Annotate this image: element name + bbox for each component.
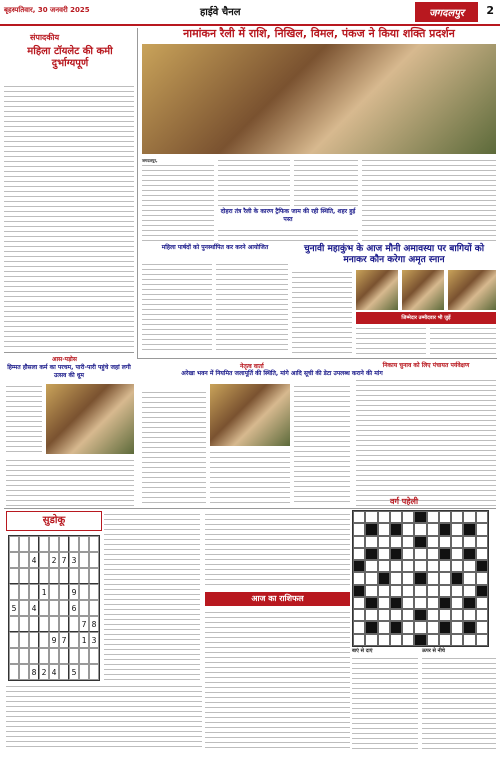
sudoku-cell[interactable] xyxy=(39,616,49,632)
traffic-headline: दोहरा तंत्र रैली के कारण ट्रैफिक जाम की रही स्थिति, शहर हुई पस्त xyxy=(220,208,356,223)
crossword-cell xyxy=(476,585,488,597)
sudoku-cell[interactable] xyxy=(79,648,89,664)
crossword-cell[interactable] xyxy=(427,560,439,572)
crossword-cell[interactable] xyxy=(353,523,365,535)
divider xyxy=(4,508,496,509)
divider xyxy=(137,358,497,359)
mid-body-col1 xyxy=(142,390,206,506)
sudoku-cell[interactable] xyxy=(39,600,49,616)
crossword-cell xyxy=(390,621,402,633)
sudoku-cell[interactable]: 4 xyxy=(49,664,59,680)
sudoku-cell[interactable] xyxy=(19,600,29,616)
crossword-cell[interactable] xyxy=(402,634,414,646)
sudoku-cell[interactable] xyxy=(89,584,99,600)
crossword-cell[interactable] xyxy=(439,511,451,523)
sudoku-cell[interactable]: 9 xyxy=(49,632,59,648)
lead-dateline: जगदलपुर, xyxy=(142,158,158,163)
chunavi-caption: जिम्मेदार उम्मीदवार भी जुड़ें xyxy=(356,312,496,324)
left-story-body1 xyxy=(6,384,42,452)
crossword-cell[interactable] xyxy=(402,523,414,535)
sudoku-cell[interactable]: 3 xyxy=(69,552,79,568)
crossword-cell[interactable] xyxy=(476,621,488,633)
crossword-cell[interactable] xyxy=(427,523,439,535)
crossword-cell[interactable] xyxy=(476,597,488,609)
crossword-cell[interactable] xyxy=(390,634,402,646)
crossword-cell[interactable] xyxy=(439,572,451,584)
crossword-cell[interactable] xyxy=(414,585,426,597)
sudoku-cell[interactable] xyxy=(79,552,89,568)
sudoku-grid[interactable] xyxy=(8,535,100,681)
crossword-cell xyxy=(390,597,402,609)
crossword-cell[interactable] xyxy=(427,621,439,633)
crossword-cell[interactable] xyxy=(451,621,463,633)
crossword-cell[interactable] xyxy=(390,585,402,597)
crossword-cell[interactable] xyxy=(463,609,475,621)
crossword-cell xyxy=(439,548,451,560)
chunavi-body-col3 xyxy=(430,326,496,354)
crossword-cell xyxy=(365,597,377,609)
crossword-cell[interactable] xyxy=(390,609,402,621)
crossword-cell xyxy=(414,572,426,584)
sudoku-cell[interactable] xyxy=(69,648,79,664)
sudoku-cell[interactable] xyxy=(69,616,79,632)
sudoku-cell[interactable] xyxy=(39,632,49,648)
mid-photo xyxy=(210,384,290,446)
crossword-cell[interactable] xyxy=(353,609,365,621)
crossword-cell[interactable] xyxy=(378,609,390,621)
nikay-body xyxy=(356,378,496,506)
rashifal-title: आज का राशिफल xyxy=(205,592,350,606)
crossword-cell[interactable] xyxy=(390,511,402,523)
lead-body-col4 xyxy=(362,158,496,242)
crossword-cell[interactable] xyxy=(451,560,463,572)
crossword-cell xyxy=(414,609,426,621)
rashifal-body xyxy=(205,610,350,750)
crossword-down-clues xyxy=(422,656,496,750)
crossword-cell[interactable] xyxy=(451,597,463,609)
traffic-body xyxy=(218,228,358,242)
sudoku-cell[interactable] xyxy=(29,584,39,600)
crossword-cell[interactable] xyxy=(427,585,439,597)
editorial-label: संपादकीय xyxy=(30,33,60,42)
crossword-cell[interactable] xyxy=(402,585,414,597)
crossword-cell xyxy=(451,572,463,584)
crossword-cell[interactable] xyxy=(439,560,451,572)
crossword-cell xyxy=(463,621,475,633)
crossword-cell[interactable] xyxy=(414,548,426,560)
sudoku-cell[interactable]: 1 xyxy=(39,584,49,600)
crossword-cell[interactable] xyxy=(427,597,439,609)
sudoku-cell[interactable] xyxy=(19,616,29,632)
mid-body-col2 xyxy=(210,450,290,506)
masthead-date: बृहस्पतिवार, 30 जनवरी 2025 xyxy=(4,6,90,14)
crossword-cell[interactable] xyxy=(353,548,365,560)
sudoku-cell[interactable]: 7 xyxy=(59,632,69,648)
crossword-cell[interactable] xyxy=(427,572,439,584)
crossword-cell[interactable] xyxy=(476,634,488,646)
crossword-cell[interactable] xyxy=(390,560,402,572)
masthead-city: जगदलपुर xyxy=(415,2,478,22)
crossword-cell[interactable] xyxy=(353,572,365,584)
chunavi-body-col2 xyxy=(356,326,426,354)
chunavi-body xyxy=(292,270,352,354)
crossword-cell[interactable] xyxy=(365,560,377,572)
candidate-photo-3 xyxy=(448,270,496,310)
crossword-cell[interactable] xyxy=(451,511,463,523)
crossword-cell[interactable] xyxy=(402,511,414,523)
sudoku-cell[interactable]: 7 xyxy=(79,616,89,632)
crossword-cell[interactable] xyxy=(427,634,439,646)
crossword-cell[interactable] xyxy=(390,536,402,548)
sudoku-cell[interactable]: 8 xyxy=(29,664,39,680)
sudoku-cell[interactable] xyxy=(79,568,89,584)
crossword-cell[interactable] xyxy=(439,634,451,646)
sudoku-cell[interactable] xyxy=(59,616,69,632)
crossword-cell xyxy=(476,560,488,572)
page-number: 2 xyxy=(486,4,494,17)
sudoku-cell[interactable] xyxy=(19,568,29,584)
sudoku-cell[interactable] xyxy=(79,600,89,616)
sudoku-cell[interactable] xyxy=(29,648,39,664)
crossword-cell xyxy=(439,523,451,535)
sudoku-cell[interactable] xyxy=(79,584,89,600)
crossword-cell[interactable] xyxy=(378,523,390,535)
sudoku-cell[interactable] xyxy=(79,664,89,680)
sudoku-cell[interactable] xyxy=(89,664,99,680)
sudoku-cell[interactable] xyxy=(29,616,39,632)
sudoku-cell[interactable] xyxy=(49,616,59,632)
mahila-body-col1 xyxy=(142,262,212,350)
sudoku-cell[interactable] xyxy=(49,568,59,584)
editorial-body xyxy=(4,84,134,348)
column-divider xyxy=(137,28,138,358)
crossword-cell xyxy=(378,572,390,584)
crossword-cell[interactable] xyxy=(414,621,426,633)
lead-body-col2 xyxy=(218,158,290,206)
crossword-cell xyxy=(439,597,451,609)
crossword-cell[interactable] xyxy=(414,597,426,609)
crossword-down-label: ऊपर से नीचे xyxy=(422,648,445,654)
crossword-cell[interactable] xyxy=(439,585,451,597)
crossword-title: वर्ग पहेली xyxy=(390,497,419,506)
sudoku-cell[interactable] xyxy=(59,536,69,552)
nikay-headline: निकाय चुनाव को लिए पंचायत पर्यवेक्षण xyxy=(382,362,470,369)
sudoku-title: सुडोकू xyxy=(6,511,102,531)
sudoku-cell[interactable] xyxy=(89,552,99,568)
sudoku-cell[interactable] xyxy=(19,632,29,648)
lead-body-col3 xyxy=(294,158,358,206)
sudoku-instructions xyxy=(104,512,200,680)
crossword-cell[interactable] xyxy=(365,585,377,597)
crossword-cell[interactable] xyxy=(402,560,414,572)
sudoku-cell[interactable]: 2 xyxy=(39,664,49,680)
mahila-body-col2 xyxy=(216,262,288,350)
crossword-cell[interactable] xyxy=(378,511,390,523)
sudoku-rules xyxy=(6,684,202,750)
crossword-cell[interactable] xyxy=(378,585,390,597)
sudoku-cell[interactable] xyxy=(19,584,29,600)
sudoku-cell[interactable]: 3 xyxy=(89,632,99,648)
crossword-cell xyxy=(390,523,402,535)
crossword-cell[interactable] xyxy=(402,597,414,609)
crossword-cell[interactable] xyxy=(451,548,463,560)
left-story-photo xyxy=(46,384,134,454)
sudoku-cell[interactable] xyxy=(19,536,29,552)
crossword-cell xyxy=(390,548,402,560)
crossword-cell[interactable] xyxy=(402,548,414,560)
chunavi-headline: चुनावी महाकुंभ के आज मौनी अमावस्या पर बागियों को मनाकर कौन करेगा अमृत स्नान xyxy=(303,244,485,265)
sudoku-cell[interactable] xyxy=(9,552,19,568)
crossword-cell[interactable] xyxy=(463,585,475,597)
crossword-cell[interactable] xyxy=(378,597,390,609)
crossword-cell xyxy=(365,548,377,560)
sudoku-cell[interactable]: 9 xyxy=(69,584,79,600)
crossword-cell[interactable] xyxy=(378,560,390,572)
sudoku-cell[interactable] xyxy=(9,664,19,680)
sudoku-cell[interactable] xyxy=(9,616,19,632)
crossword-cell[interactable] xyxy=(353,597,365,609)
crossword-cell[interactable] xyxy=(353,511,365,523)
sudoku-cell[interactable] xyxy=(19,664,29,680)
crossword-cell[interactable] xyxy=(378,548,390,560)
sudoku-cell[interactable]: 6 xyxy=(69,600,79,616)
crossword-cell[interactable] xyxy=(378,621,390,633)
crossword-cell[interactable] xyxy=(390,572,402,584)
sudoku-cell[interactable] xyxy=(29,632,39,648)
left-story-headline: हिम्मत हौसला कर्म का परचम, पारी-पारी पहुंचे जहां लगी उत्सव की धूम xyxy=(7,364,131,379)
sudoku-cell[interactable]: 4 xyxy=(29,552,39,568)
divider xyxy=(4,352,134,353)
crossword-cell[interactable] xyxy=(414,560,426,572)
crossword-cell[interactable] xyxy=(463,560,475,572)
rashifal-prev-body xyxy=(205,512,350,588)
crossword-cell xyxy=(365,621,377,633)
candidate-photo-1 xyxy=(356,270,398,310)
crossword-cell[interactable] xyxy=(463,511,475,523)
crossword-cell[interactable] xyxy=(402,609,414,621)
masthead-paper-name: हाईवे चैनल xyxy=(200,7,241,18)
crossword-cell[interactable] xyxy=(378,634,390,646)
sudoku-cell[interactable] xyxy=(39,552,49,568)
sudoku-cell[interactable]: 5 xyxy=(69,664,79,680)
crossword-cell[interactable] xyxy=(402,536,414,548)
crossword-cell xyxy=(365,523,377,535)
crossword-cell[interactable] xyxy=(451,585,463,597)
crossword-cell xyxy=(353,585,365,597)
mahila-headline: महिला पार्षदों को पुनर्स्थापित कर करने आयोजित xyxy=(161,244,269,251)
sudoku-cell[interactable] xyxy=(39,568,49,584)
sudoku-cell[interactable] xyxy=(9,632,19,648)
crossword-cell xyxy=(414,536,426,548)
sudoku-cell[interactable] xyxy=(69,568,79,584)
crossword-cell[interactable] xyxy=(427,609,439,621)
crossword-cell[interactable] xyxy=(439,536,451,548)
crossword-cell[interactable] xyxy=(476,536,488,548)
crossword-cell[interactable] xyxy=(463,634,475,646)
crossword-cell[interactable] xyxy=(365,609,377,621)
crossword-cell[interactable] xyxy=(463,572,475,584)
crossword-cell[interactable] xyxy=(476,511,488,523)
sudoku-cell[interactable] xyxy=(49,536,59,552)
sudoku-cell[interactable] xyxy=(59,600,69,616)
crossword-cell xyxy=(439,621,451,633)
candidate-photo-2 xyxy=(402,270,444,310)
sudoku-cell[interactable] xyxy=(79,536,89,552)
crossword-across-clues xyxy=(352,656,418,750)
crossword-cell[interactable] xyxy=(451,536,463,548)
crossword-cell[interactable] xyxy=(353,621,365,633)
crossword-cell[interactable] xyxy=(353,634,365,646)
sudoku-cell[interactable]: 8 xyxy=(89,616,99,632)
crossword-cell xyxy=(463,523,475,535)
crossword-cell[interactable] xyxy=(353,536,365,548)
sudoku-cell[interactable] xyxy=(59,664,69,680)
crossword-cell[interactable] xyxy=(365,536,377,548)
sudoku-cell[interactable] xyxy=(39,648,49,664)
sudoku-cell[interactable] xyxy=(59,584,69,600)
sudoku-cell[interactable] xyxy=(49,600,59,616)
mid-band-label: नेतृत्व वार्ता xyxy=(240,363,264,370)
crossword-cell[interactable] xyxy=(476,548,488,560)
crossword-cell[interactable] xyxy=(427,536,439,548)
crossword-cell[interactable] xyxy=(427,548,439,560)
sudoku-cell[interactable]: 2 xyxy=(49,552,59,568)
mid-body-col3 xyxy=(294,384,350,506)
lead-body-col1 xyxy=(142,163,214,241)
crossword-cell xyxy=(353,560,365,572)
sudoku-cell[interactable]: 5 xyxy=(9,600,19,616)
sudoku-cell[interactable] xyxy=(69,632,79,648)
sudoku-cell[interactable]: 4 xyxy=(29,600,39,616)
crossword-cell[interactable] xyxy=(414,523,426,535)
sudoku-cell[interactable] xyxy=(19,552,29,568)
crossword-cell xyxy=(463,548,475,560)
crossword-cell[interactable] xyxy=(451,523,463,535)
left-story-label: आस-पड़ोस xyxy=(52,356,77,363)
crossword-cell[interactable] xyxy=(451,609,463,621)
sudoku-cell[interactable] xyxy=(19,648,29,664)
crossword-grid[interactable] xyxy=(352,510,489,647)
sudoku-cell[interactable]: 7 xyxy=(59,552,69,568)
crossword-cell[interactable] xyxy=(365,572,377,584)
crossword-cell[interactable] xyxy=(427,511,439,523)
crossword-cell[interactable] xyxy=(451,634,463,646)
lead-headline: नामांकन रैली में राशि, निखिल, विमल, पंकज ने किया शक्ति प्रदर्शन xyxy=(183,27,455,40)
crossword-across-label: बाएं से दाएं xyxy=(352,648,373,654)
lead-photo xyxy=(142,44,496,154)
sudoku-cell[interactable] xyxy=(59,568,69,584)
crossword-cell[interactable] xyxy=(463,536,475,548)
sudoku-cell[interactable] xyxy=(69,536,79,552)
crossword-cell[interactable] xyxy=(402,572,414,584)
crossword-cell[interactable] xyxy=(402,621,414,633)
crossword-cell[interactable] xyxy=(378,536,390,548)
sudoku-cell[interactable] xyxy=(89,600,99,616)
crossword-cell xyxy=(414,511,426,523)
crossword-cell[interactable] xyxy=(365,634,377,646)
sudoku-cell[interactable] xyxy=(29,536,39,552)
sudoku-cell[interactable] xyxy=(49,584,59,600)
left-story-body2 xyxy=(6,458,134,506)
sudoku-cell[interactable] xyxy=(9,568,19,584)
sudoku-cell[interactable]: 1 xyxy=(79,632,89,648)
sudoku-cell[interactable] xyxy=(9,648,19,664)
crossword-cell xyxy=(414,634,426,646)
crossword-cell[interactable] xyxy=(476,572,488,584)
sudoku-cell[interactable] xyxy=(89,568,99,584)
sudoku-cell[interactable] xyxy=(89,648,99,664)
sudoku-cell[interactable] xyxy=(49,648,59,664)
sudoku-cell[interactable] xyxy=(9,536,19,552)
sudoku-cell[interactable] xyxy=(39,536,49,552)
crossword-cell[interactable] xyxy=(476,523,488,535)
sudoku-cell[interactable] xyxy=(89,536,99,552)
crossword-cell[interactable] xyxy=(439,609,451,621)
sudoku-cell[interactable] xyxy=(59,648,69,664)
sudoku-cell[interactable] xyxy=(9,584,19,600)
editorial-title: महिला टॉयलेट की कमी दुर्भाग्यपूर्ण xyxy=(27,46,113,69)
mid-band-headline: अरेखा भवन में नियमित जलापूर्ति की स्थिति, मांगे आदि सूची की डेटा उपलब्ध कराने की मांग xyxy=(181,370,383,377)
crossword-cell[interactable] xyxy=(476,609,488,621)
crossword-cell xyxy=(463,597,475,609)
sudoku-cell[interactable] xyxy=(29,568,39,584)
crossword-cell[interactable] xyxy=(365,511,377,523)
